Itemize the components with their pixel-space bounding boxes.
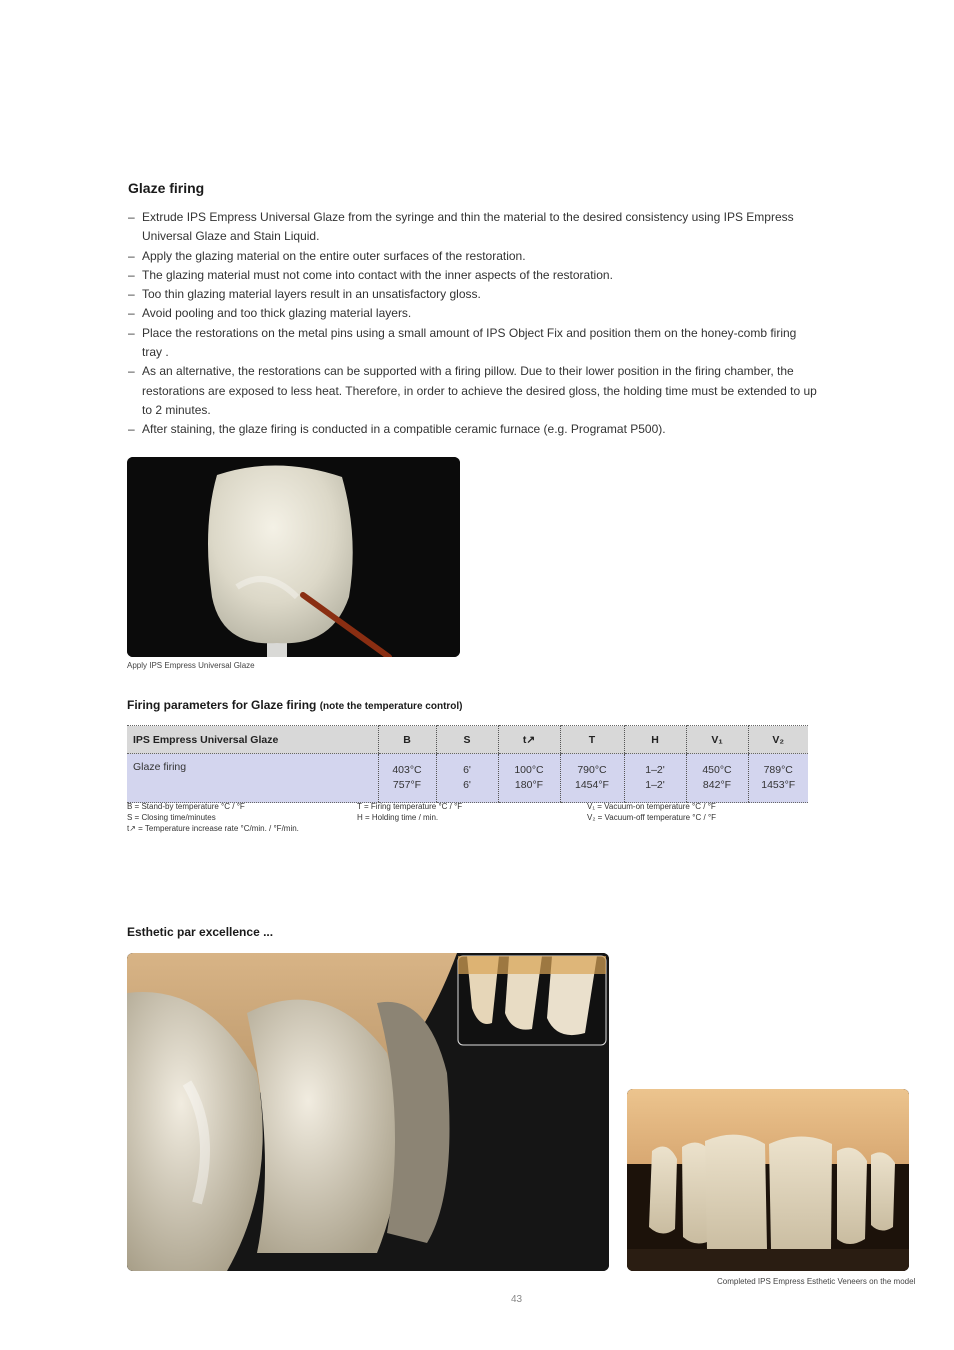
veneers-illustration	[127, 953, 609, 1271]
fahrenheit-value: 1–2'	[645, 779, 665, 791]
legend-column	[127, 801, 299, 834]
fahrenheit-value: 6'	[463, 779, 471, 791]
table-header-row	[127, 726, 808, 754]
bullet-dash: –	[128, 287, 135, 302]
list-item-text: Apply the glazing material on the entire outer surfaces of the restoration.	[142, 248, 526, 263]
list-item	[128, 208, 818, 247]
glaze-application-photo	[127, 457, 460, 657]
section-title: Glaze firing	[128, 180, 205, 196]
column-header: t↗	[498, 726, 560, 754]
celsius-value: 790°C	[577, 764, 607, 776]
table-title-text: Firing parameters for Glaze firing	[127, 698, 317, 712]
celsius-value: 450°C	[702, 764, 732, 776]
table-cell	[560, 754, 624, 803]
bullet-dash: –	[128, 325, 135, 340]
bullet-dash: –	[128, 364, 135, 379]
completed-veneers-photo	[627, 1089, 909, 1271]
column-header: H	[624, 726, 686, 754]
list-item	[128, 420, 818, 439]
table-title	[127, 698, 463, 712]
column-header: S	[436, 726, 498, 754]
celsius-value: 1–2'	[645, 764, 665, 776]
list-item	[128, 285, 818, 304]
list-item	[128, 247, 818, 266]
legend-entry: t↗ = Temperature increase rate °C/min. / °F/min.	[127, 824, 299, 833]
legend-entry: H = Holding time / min.	[357, 813, 439, 822]
column-header: IPS Empress Universal Glaze	[127, 726, 378, 754]
table-row	[127, 754, 808, 803]
celsius-value: 789°C	[763, 764, 793, 776]
page-number: 43	[511, 1294, 523, 1305]
fahrenheit-value: 180°F	[514, 779, 544, 791]
column-header: V₁	[686, 726, 748, 754]
list-item	[128, 324, 818, 363]
table-title-note: (note the temperature control)	[319, 701, 463, 712]
table-cell	[624, 754, 686, 803]
photo-caption: Apply IPS Empress Universal Glaze	[127, 661, 255, 670]
fahrenheit-value: 757°F	[392, 779, 422, 791]
list-item-text: Too thin glazing material layers result in an unsatisfactory gloss.	[142, 287, 481, 302]
crown-illustration	[127, 457, 460, 657]
legend-entry: V₁ = Vacuum-on temperature °C / °F	[587, 802, 716, 811]
row-label: Glaze firing	[127, 754, 378, 803]
legend-column	[587, 801, 716, 823]
list-item	[128, 362, 818, 420]
table-cell	[748, 754, 808, 803]
bullet-dash: –	[128, 422, 135, 437]
table-cell	[378, 754, 436, 803]
photo-caption: Completed IPS Empress Esthetic Veneers on the model	[717, 1277, 916, 1286]
list-item-text: Extrude IPS Empress Universal Glaze from the syringe and thin the material to the desired consistency using IPS Empress Universal Glaze and Stain Liquid.	[142, 210, 794, 244]
model-illustration	[627, 1089, 909, 1271]
celsius-value: 403°C	[392, 764, 422, 776]
celsius-value: 100°C	[514, 764, 544, 776]
bullet-dash: –	[128, 267, 135, 282]
list-item-text: The glazing material must not come into contact with the inner aspects of the restoration.	[142, 267, 613, 282]
table-cell	[686, 754, 748, 803]
list-item-text: Place the restorations on the metal pins using a small amount of IPS Object Fix and position them on the honey-comb firing tray .	[142, 325, 797, 360]
bullet-dash: –	[128, 306, 135, 321]
list-item-text: Avoid pooling and too thick glazing material layers.	[142, 306, 412, 321]
list-item-text: After staining, the glaze firing is conducted in a compatible ceramic furnace (e.g. Programat P500).	[142, 422, 666, 437]
firing-parameters-table	[127, 725, 808, 803]
legend-entry: T = Firing temperature °C / °F	[357, 802, 463, 811]
list-item-text: As an alternative, the restorations can be supported with a firing pillow. Due to their lower position in the firing chamber, the restorations are exposed to less heat. Therefore, in order to achieve the desired gloss, the holding time must be extended to up to 2 minutes.	[142, 364, 817, 417]
instruction-list	[128, 208, 818, 440]
column-header: B	[378, 726, 436, 754]
list-item	[128, 266, 818, 285]
bullet-dash: –	[128, 210, 135, 224]
column-header: T	[560, 726, 624, 754]
list-item	[128, 304, 818, 323]
fahrenheit-value: 1454°F	[575, 779, 609, 791]
table-cell	[498, 754, 560, 803]
veneers-closeup-photo	[127, 953, 609, 1271]
legend-entry: B = Stand-by temperature °C / °F	[127, 802, 245, 811]
table-cell	[436, 754, 498, 803]
column-header: V₂	[748, 726, 808, 754]
bullet-dash: –	[128, 248, 135, 263]
legend-column	[357, 801, 462, 823]
fahrenheit-value: 842°F	[702, 779, 732, 791]
legend-entry: S = Closing time/minutes	[127, 813, 216, 822]
fahrenheit-value: 1453°F	[761, 779, 796, 791]
legend-entry: V₂ = Vacuum-off temperature °C / °F	[587, 813, 717, 822]
celsius-value: 6'	[463, 764, 471, 776]
esthetic-title: Esthetic par excellence ...	[127, 925, 274, 939]
